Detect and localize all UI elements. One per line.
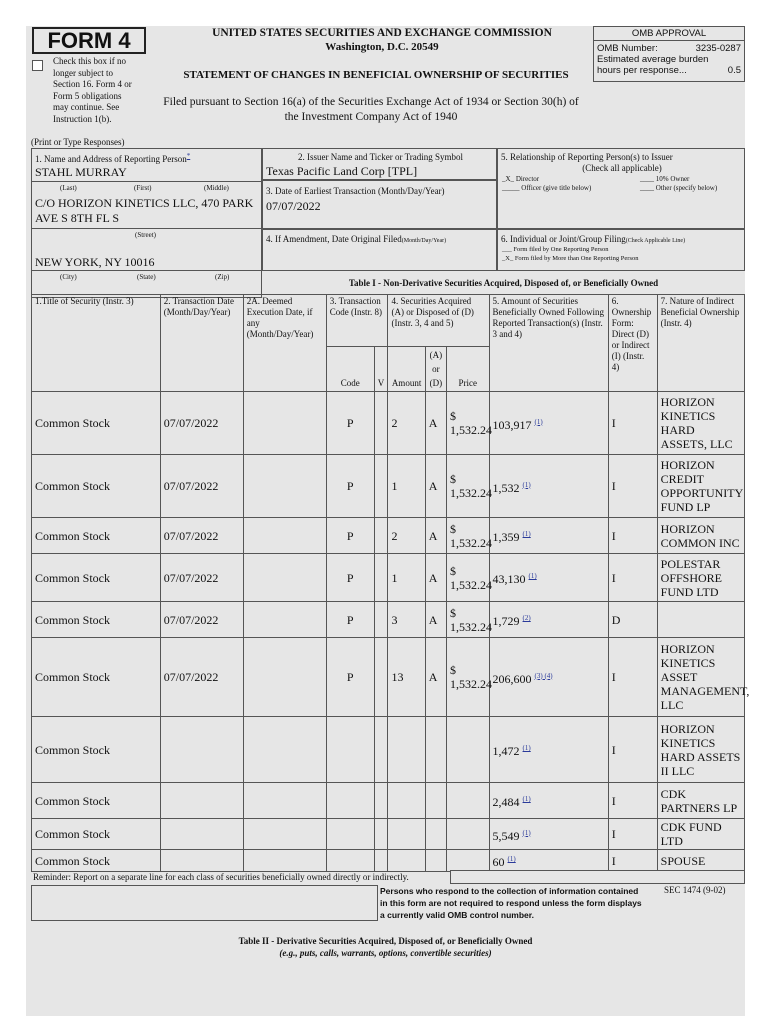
cell-v <box>374 455 388 518</box>
cell-ad-text: A <box>428 612 438 627</box>
cell-owned-text: 206,600 <box>492 671 532 686</box>
cell-deemed <box>243 602 326 638</box>
cell-owned-text: 5,549 <box>492 828 520 843</box>
cell-price-text: $ 1,532.24 <box>449 521 492 550</box>
cell-form-text: I <box>611 742 616 757</box>
cell-title <box>32 717 161 783</box>
cell-amount-text: 13 <box>391 670 404 684</box>
filing-option-one: ___ Form filed by One Reporting Person <box>502 246 609 253</box>
amendment-label: 4. If Amendment, Date Original Filed(Month/Day/Year) <box>266 234 447 244</box>
cell-form-text: I <box>611 670 616 684</box>
cell-form-text: I <box>611 479 616 493</box>
cell-owned <box>489 783 608 819</box>
footnote-link[interactable]: (1) <box>522 828 531 837</box>
cell-owned-text: 60 <box>492 855 505 869</box>
cell-nature-text: CDK FUND LTD <box>660 820 722 848</box>
omb-title: OMB APPROVAL <box>594 27 744 41</box>
form-title: FORM 4 <box>32 27 146 54</box>
cell-date-text: 07/07/2022 <box>163 612 219 627</box>
table-row <box>32 518 745 554</box>
footnote-link[interactable]: (1) <box>507 855 516 863</box>
cell-date <box>160 554 243 602</box>
cell-nature <box>657 554 744 602</box>
table-row <box>32 602 745 638</box>
cell-v <box>374 783 388 819</box>
cell-owned <box>489 554 608 602</box>
sub-v: V <box>374 347 388 392</box>
date-label: 3. Date of Earliest Transaction (Month/Day/Year) <box>266 186 445 196</box>
cell-ad-text: A <box>428 670 438 684</box>
cell-ad <box>425 717 446 783</box>
cell-v <box>374 518 388 554</box>
officer-option: _____ Officer (give title below) <box>502 184 592 192</box>
cell-price-text: $ 1,532.24 <box>449 563 492 592</box>
col-transaction-code: 3. Transaction Code (Instr. 8) <box>326 295 388 347</box>
cell-deemed <box>243 717 326 783</box>
city-label: (City) <box>60 273 77 281</box>
cell-date <box>160 602 243 638</box>
cell-nature-text: SPOUSE <box>660 853 706 868</box>
cell-v <box>374 850 388 872</box>
cell-nature-text: HORIZON CREDIT OPPORTUNITY FUND LP <box>660 458 743 514</box>
cell-title <box>32 638 161 717</box>
cell-title <box>32 455 161 518</box>
cell-owned <box>489 717 608 783</box>
cell-owned-text: 2,484 <box>492 795 520 809</box>
cell-deemed <box>243 554 326 602</box>
cell-form <box>608 717 657 783</box>
signature-box[interactable] <box>31 885 378 921</box>
col-securities-acquired: 4. Securities Acquired (A) or Disposed of (D) (Instr. 3, 4 and 5) <box>388 295 489 347</box>
cell-nature <box>657 850 744 872</box>
cell-nature <box>657 783 744 819</box>
cell-v <box>374 717 388 783</box>
cell-price-text: $ 1,532.24 <box>449 409 492 437</box>
cell-owned <box>489 518 608 554</box>
agency-name: UNITED STATES SECURITIES AND EXCHANGE COMMISSION <box>212 27 552 39</box>
cell-amount <box>388 638 425 717</box>
cell-code-text: P <box>346 612 354 627</box>
cell-code <box>326 850 374 872</box>
cell-price <box>446 819 489 850</box>
cell-ad <box>425 850 446 872</box>
cell-title <box>32 819 161 850</box>
footnote-link[interactable]: (1) <box>522 530 531 538</box>
table-row <box>32 850 745 872</box>
table-row <box>32 392 745 455</box>
cell-owned <box>489 392 608 455</box>
cell-form-text: I <box>611 827 616 841</box>
agency-location: Washington, D.C. 20549 <box>325 41 439 53</box>
cell-code <box>326 717 374 783</box>
cell-nature <box>657 518 744 554</box>
sec-number: SEC 1474 (9-02) <box>664 885 726 895</box>
zip-label: (Zip) <box>215 273 230 281</box>
cell-owned <box>489 638 608 717</box>
cell-v <box>374 602 388 638</box>
cell-amount <box>388 455 425 518</box>
cell-owned-text: 1,472 <box>492 744 520 758</box>
cell-ad-text: A <box>428 570 438 585</box>
cell-code <box>326 819 374 850</box>
filing-option-more: _X_ Form filed by More than One Reporting Person <box>502 255 639 262</box>
issuer-name: Texas Pacific Land Corp [TPL] <box>266 164 418 178</box>
reminder-text: Reminder: Report on a separate line for each class of securities beneficially owned directly or indirectly. <box>33 872 409 882</box>
sub-code: Code <box>326 347 374 392</box>
cell-amount <box>388 602 425 638</box>
table2-title: Table II - Derivative Securities Acquired, Disposed of, or Beneficially Owned <box>238 936 533 946</box>
cell-form <box>608 850 657 872</box>
footnote-link[interactable]: (1) <box>534 417 543 426</box>
cell-price <box>446 638 492 717</box>
footnote-link[interactable]: (3) (4) <box>534 671 553 680</box>
table2-subtitle: (e.g., puts, calls, warrants, options, convertible securities) <box>279 948 492 958</box>
cell-code-text: P <box>346 570 354 585</box>
cell-code <box>326 602 374 638</box>
cell-ad <box>425 819 446 850</box>
cell-title-text: Common Stock <box>35 670 111 684</box>
statement-title: STATEMENT OF CHANGES IN BENEFICIAL OWNERSHIP OF SECURITIES <box>183 69 569 81</box>
cell-price <box>446 455 492 518</box>
first-label: (First) <box>134 184 152 192</box>
cell-title <box>32 518 161 554</box>
director-option: _X_ Director <box>502 175 540 183</box>
cell-date <box>160 850 243 872</box>
table1-title: Table I - Non-Derivative Securities Acquired, Disposed of, or Beneficially Owned <box>348 278 659 288</box>
cell-owned <box>489 819 608 850</box>
cell-code <box>326 392 374 455</box>
cell-price-text: $ 1,532.24 <box>449 472 492 500</box>
amendment-box <box>262 229 497 271</box>
cell-code <box>326 518 374 554</box>
cell-form <box>608 455 657 518</box>
cell-ad-text: A <box>428 528 438 543</box>
owner10-option: ____ 10% Owner <box>640 175 690 183</box>
cell-ad <box>425 602 446 638</box>
cell-form <box>608 783 657 819</box>
table-row <box>32 717 745 783</box>
filing-label: 6. Individual or Joint/Group Filing(Check Applicable Line) <box>501 234 686 244</box>
cell-code <box>326 455 374 518</box>
footnote-link[interactable]: (1) <box>522 744 531 752</box>
table-row <box>32 455 745 518</box>
cell-amount <box>388 717 425 783</box>
cell-v <box>374 392 388 455</box>
cell-price-text: $ 1,532.24 <box>449 663 492 691</box>
cell-title <box>32 602 161 638</box>
cell-title-text: Common Stock <box>35 612 111 627</box>
cell-price <box>446 392 492 455</box>
cell-form <box>608 819 657 850</box>
cell-title-text: Common Stock <box>35 793 111 808</box>
cell-code-text: P <box>346 528 354 543</box>
cell-title-text: Common Stock <box>35 528 111 543</box>
cell-deemed <box>243 392 326 455</box>
cell-date <box>160 638 243 717</box>
cell-title-text: Common Stock <box>35 853 111 868</box>
col-deemed-date: 2A. Deemed Execution Date, if any (Month/Day/Year) <box>243 295 326 392</box>
cell-deemed <box>243 518 326 554</box>
footnote-link[interactable]: (1) <box>528 572 537 580</box>
cell-form-text: D <box>611 612 621 627</box>
checkbox-text: Check this box if no longer subject to Section 16. Form 4 or Form 5 obligations may continue. See Instruction 1(b). <box>53 56 132 124</box>
cell-amount-text: 3 <box>391 612 398 627</box>
cell-date <box>160 783 243 819</box>
cell-owned <box>489 455 608 518</box>
cell-date-text: 07/07/2022 <box>163 670 219 684</box>
cell-amount <box>388 783 425 819</box>
sub-price: Price <box>446 347 489 392</box>
cell-amount <box>388 392 425 455</box>
earliest-date: 07/07/2022 <box>266 199 321 213</box>
cell-code <box>326 554 374 602</box>
col-title-security: 1.Title of Security (Instr. 3) <box>32 295 161 392</box>
cell-title-text: Common Stock <box>35 416 111 430</box>
table-row <box>32 819 745 850</box>
cell-amount-text: 1 <box>391 570 398 585</box>
omb-number: 3235-0287 <box>695 43 741 54</box>
cell-ad-text: A <box>428 479 438 493</box>
cell-date <box>160 717 243 783</box>
reporting-name: STAHL MURRAY <box>35 165 127 179</box>
cell-price <box>446 850 489 872</box>
filed-pursuant: Filed pursuant to Section 16(a) of the Securities Exchange Act of 1934 or Section 30(h) of the Investment Company Act of 1940 <box>163 96 579 123</box>
cell-date <box>160 518 243 554</box>
relationship-label: 5. Relationship of Reporting Person(s) to Issuer <box>501 152 673 162</box>
street-label: (Street) <box>135 231 156 239</box>
cell-price <box>446 554 492 602</box>
cell-title-text: Common Stock <box>35 827 111 841</box>
cell-owned-text: 103,917 <box>492 417 532 432</box>
cell-ad <box>425 392 446 455</box>
check-all-label: (Check all applicable) <box>582 163 662 173</box>
cell-form-text: I <box>611 793 616 808</box>
cell-nature-text: HORIZON KINETICS HARD ASSETS II LLC <box>660 721 741 778</box>
cell-title-text: Common Stock <box>35 570 111 585</box>
table-row <box>32 554 745 602</box>
cell-form-text: I <box>611 853 616 868</box>
issuer-label: 2. Issuer Name and Ticker or Trading Symbol <box>298 152 463 162</box>
cell-nature-text: POLESTAR OFFSHORE FUND LTD <box>660 556 723 599</box>
cell-form <box>608 602 657 638</box>
cell-form-text: I <box>611 416 616 430</box>
cell-amount-text: 2 <box>391 528 398 543</box>
table1 <box>31 294 750 872</box>
cell-ad <box>425 518 446 554</box>
cell-v <box>374 554 388 602</box>
cell-nature-text: CDK PARTNERS LP <box>660 786 738 815</box>
cell-nature-text: HORIZON KINETICS HARD ASSETS, LLC <box>660 395 733 451</box>
cell-nature <box>657 392 744 455</box>
cell-amount <box>388 819 425 850</box>
issuer-box <box>262 148 497 180</box>
cell-code-text: P <box>346 670 354 684</box>
cell-ad-text: A <box>428 416 438 430</box>
cell-price <box>446 518 492 554</box>
col-amount-owned: 5. Amount of Securities Beneficially Owned Following Reported Transaction(s) (Instr. 3 and 4) <box>489 295 608 392</box>
cell-date <box>160 819 243 850</box>
cell-nature <box>657 638 750 717</box>
cell-owned-text: 1,532 <box>492 480 520 495</box>
col-ownership-form: 6. Ownership Form: Direct (D) or Indirect (I) (Instr. 4) <box>608 295 657 392</box>
col-transaction-date: 2. Transaction Date (Month/Day/Year) <box>160 295 243 392</box>
omb-number-label: OMB Number: <box>597 43 658 54</box>
cell-ad <box>425 455 446 518</box>
footnote-link[interactable]: (2) <box>522 614 531 622</box>
footnote-link[interactable]: (1) <box>522 795 531 803</box>
earliest-date-box <box>262 180 497 229</box>
omb-hours: 0.5 <box>727 65 741 76</box>
cell-date <box>160 455 243 518</box>
reporting-label: 1. Name and Address of Reporting Person* <box>35 152 191 164</box>
print-type-note: (Print or Type Responses) <box>31 137 125 147</box>
cell-title-text: Common Stock <box>35 742 111 757</box>
reporting-address: C/O HORIZON KINETICS LLC, 470 PARK AVE S 8TH FL S <box>35 196 254 225</box>
cell-owned <box>489 602 608 638</box>
cell-code-text: P <box>346 479 354 493</box>
cell-form <box>608 392 657 455</box>
omb-hours-label: hours per response... <box>597 65 687 76</box>
cell-code <box>326 638 374 717</box>
state-label: (State) <box>137 273 156 281</box>
cell-ad <box>425 638 446 717</box>
cell-title-text: Common Stock <box>35 479 111 493</box>
reminder-input[interactable] <box>450 870 745 884</box>
table-row <box>32 783 745 819</box>
cell-title <box>32 850 161 872</box>
cell-owned-text: 1,359 <box>492 530 520 544</box>
cell-title <box>32 783 161 819</box>
cell-title <box>32 554 161 602</box>
cell-deemed <box>243 455 326 518</box>
cell-deemed <box>243 783 326 819</box>
omb-burden: Estimated average burden <box>597 54 709 65</box>
last-label: (Last) <box>60 184 77 192</box>
reporting-person-box <box>31 148 262 298</box>
cell-nature <box>657 717 744 783</box>
col-nature: 7. Nature of Indirect Beneficial Ownership (Instr. 4) <box>657 295 744 392</box>
cell-nature-text: HORIZON COMMON INC <box>660 521 740 550</box>
other-option: ____ Other (specify below) <box>640 184 718 192</box>
cell-date-text: 07/07/2022 <box>163 479 219 493</box>
cell-title <box>32 392 161 455</box>
persons-notice: Persons who respond to the collection of information contained in this form are not required to respond unless the form displays a currently valid OMB control number. <box>380 886 642 920</box>
section16-checkbox[interactable] <box>32 56 43 74</box>
cell-nature <box>657 455 744 518</box>
cell-amount-text: 2 <box>391 416 398 430</box>
cell-deemed <box>243 819 326 850</box>
relationship-box <box>497 148 745 229</box>
cell-deemed <box>243 850 326 872</box>
cell-owned <box>489 850 608 872</box>
cell-price-text: $ 1,532.24 <box>449 605 492 634</box>
cell-form-text: I <box>611 528 616 543</box>
sub-a-or-d: (A) or (D) <box>425 347 446 392</box>
filing-box <box>497 229 745 271</box>
omb-approval-box <box>593 26 745 82</box>
cell-date <box>160 392 243 455</box>
middle-label: (Middle) <box>204 184 229 192</box>
cell-form <box>608 638 657 717</box>
footnote-link[interactable]: (1) <box>522 480 531 489</box>
cell-nature <box>657 819 744 850</box>
cell-price <box>446 717 489 783</box>
cell-code-text: P <box>346 416 354 430</box>
cell-ad <box>425 783 446 819</box>
reporting-city: NEW YORK, NY 10016 <box>35 255 155 269</box>
cell-date-text: 07/07/2022 <box>163 528 219 543</box>
cell-amount-text: 1 <box>391 479 398 493</box>
cell-nature-text: HORIZON KINETICS ASSET MANAGEMENT, LLC <box>660 642 750 712</box>
cell-owned-text: 1,729 <box>492 614 520 628</box>
cell-date-text: 07/07/2022 <box>163 416 219 430</box>
cell-form-text: I <box>611 570 616 585</box>
cell-form <box>608 518 657 554</box>
cell-code <box>326 783 374 819</box>
cell-amount <box>388 850 425 872</box>
cell-date-text: 07/07/2022 <box>163 570 219 585</box>
cell-amount <box>388 518 425 554</box>
cell-owned-text: 43,130 <box>492 572 526 586</box>
form-page <box>26 26 750 1016</box>
cell-price <box>446 783 489 819</box>
cell-form <box>608 554 657 602</box>
cell-price <box>446 602 492 638</box>
cell-amount <box>388 554 425 602</box>
cell-ad <box>425 554 446 602</box>
cell-nature <box>657 602 744 638</box>
table-row <box>32 638 745 717</box>
cell-deemed <box>243 638 326 717</box>
cell-v <box>374 638 388 717</box>
cell-v <box>374 819 388 850</box>
sub-amount: Amount <box>388 347 425 392</box>
